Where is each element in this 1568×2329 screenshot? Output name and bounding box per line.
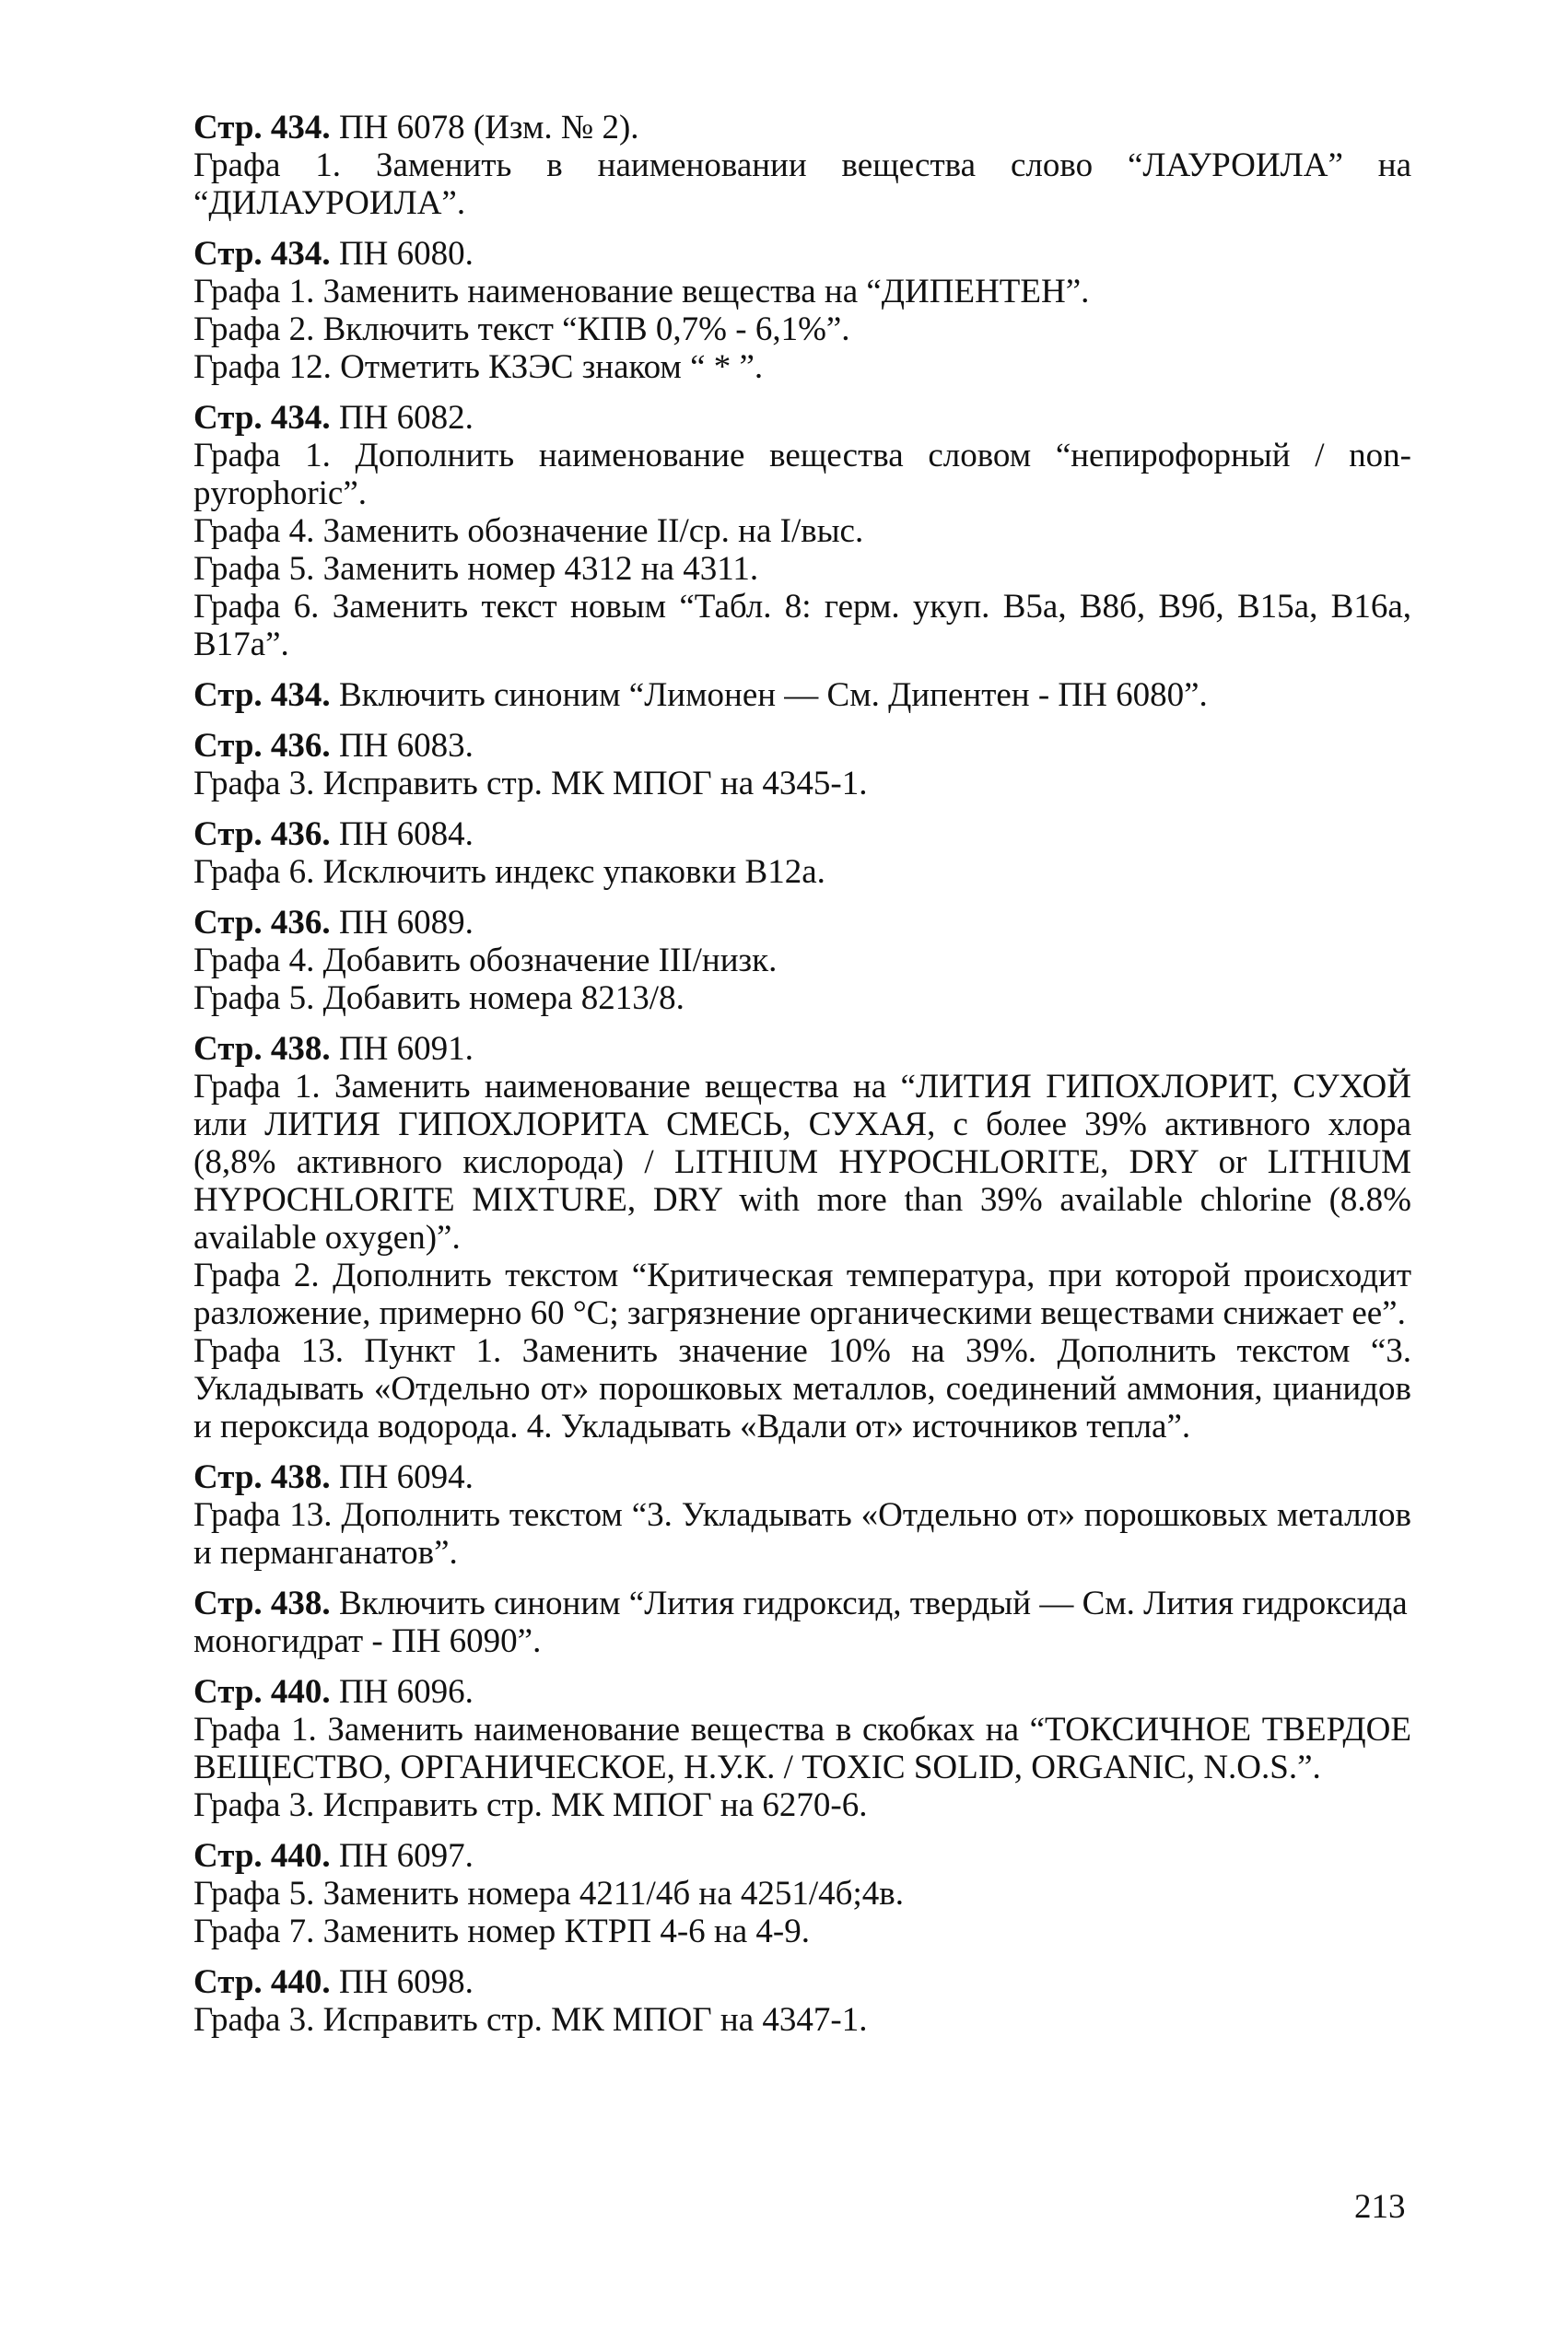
- amendment-heading: [193, 1963, 1411, 2001]
- amendment-heading: [193, 1585, 1411, 1660]
- amendment-section: [193, 1837, 1411, 1950]
- amendment-paragraph: Графа 7. Заменить номер КТРП 4-6 на 4-9.: [193, 1913, 810, 1950]
- amendment-section: [193, 235, 1411, 386]
- amendment-heading: [193, 235, 1411, 273]
- amendment-heading: [193, 815, 1411, 853]
- amendment-paragraph: Графа 6. Исключить индекс упаковки B12a.: [193, 853, 825, 891]
- heading-text: Включить синоним “Лимонен — См. Дипентен - ПН 6080”.: [330, 676, 1208, 714]
- heading-text: ПН 6084.: [330, 815, 474, 853]
- amendment-section: [193, 399, 1411, 663]
- heading-text: ПН 6082.: [330, 399, 474, 437]
- page-reference: Стр. 440.: [193, 1963, 331, 2001]
- heading-text: ПН 6096.: [330, 1673, 474, 1711]
- amendment-heading: [193, 1837, 1411, 1875]
- amendment-paragraph: Графа 12. Отметить КЗЭС знаком “ * ”.: [193, 348, 764, 386]
- page-reference: Стр. 434.: [193, 676, 331, 714]
- amendment-heading: [193, 1458, 1411, 1496]
- page-reference: Стр. 436.: [193, 727, 331, 765]
- amendment-paragraph: Графа 5. Заменить номера 4211/4б на 4251/4б;4в.: [193, 1875, 904, 1913]
- heading-text: ПН 6080.: [330, 235, 474, 273]
- heading-text: ПН 6091.: [330, 1030, 474, 1068]
- amendment-paragraph: Графа 3. Исправить стр. МК МПОГ на 4347-1.: [193, 2001, 868, 2039]
- amendment-section: [193, 1585, 1411, 1660]
- heading-text: ПН 6094.: [330, 1458, 474, 1496]
- amendment-heading: [193, 1030, 1411, 1068]
- heading-text: ПН 6097.: [330, 1837, 474, 1875]
- amendment-section: [193, 815, 1411, 891]
- amendment-paragraph: Графа 1. Заменить наименование вещества на “ЛИТИЯ ГИПОХЛОРИТ, СУХОЙ или ЛИТИЯ ГИПОХЛОРИТА СМЕСЬ, СУХАЯ, с более 39% активного хлора (8,8% активного кислорода) / LITHIUM HYPOCHLORITE, DRY or LITHIUM HYPOCHLORITE MIXTURE, DRY with more than 39% available chlorine (8.8% available oxygen)”.: [193, 1068, 1411, 1257]
- amendment-heading: [193, 727, 1411, 765]
- amendment-paragraph: Графа 1. Заменить наименование вещества на “ДИПЕНТЕН”.: [193, 273, 1090, 310]
- page-reference: Стр. 436.: [193, 815, 331, 853]
- amendment-section: [193, 1673, 1411, 1824]
- amendment-paragraph: Графа 2. Включить текст “КПВ 0,7% - 6,1%”.: [193, 310, 850, 348]
- amendment-paragraph: Графа 2. Дополнить текстом “Критическая температура, при которой происходит разложение, примерно 60 °С; загрязнение органическими веществами снижает ее”.: [193, 1257, 1411, 1332]
- amendment-section: [193, 676, 1411, 714]
- amendment-paragraph: Графа 4. Добавить обозначение III/низк.: [193, 942, 778, 979]
- heading-text: Включить синоним “Лития гидроксид, твердый — См. Лития гидроксида моногидрат - ПН 6090”.: [193, 1585, 1408, 1660]
- heading-text: ПН 6098.: [330, 1963, 474, 2001]
- page-reference: Стр. 434.: [193, 399, 331, 437]
- amendment-paragraph: Графа 1. Заменить наименование вещества в скобках на “ТОКСИЧНОЕ ТВЕРДОЕ ВЕЩЕСТВО, ОРГАНИЧЕСКОЕ, Н.У.К. / TOXIC SOLID, ORGANIC, N.O.S.”.: [193, 1711, 1411, 1786]
- page-number: 213: [1354, 2188, 1406, 2226]
- amendment-heading: [193, 676, 1411, 714]
- amendment-section: [193, 109, 1411, 222]
- amendment-section: [193, 1963, 1411, 2039]
- page-reference: Стр. 438.: [193, 1030, 331, 1068]
- amendment-paragraph: Графа 6. Заменить текст новым “Табл. 8: герм. укуп. B5a, B8б, B9б, B15a, B16a, B17a”.: [193, 588, 1411, 663]
- document-body: [193, 109, 1411, 2052]
- amendment-section: [193, 1458, 1411, 1572]
- amendment-section: [193, 1030, 1411, 1445]
- amendment-paragraph: Графа 13. Дополнить текстом “3. Укладывать «Отдельно от» порошковых металлов и перманганатов”.: [193, 1496, 1411, 1572]
- page-reference: Стр. 440.: [193, 1837, 331, 1875]
- amendment-paragraph: Графа 3. Исправить стр. МК МПОГ на 6270-6.: [193, 1786, 868, 1824]
- amendment-paragraph: Графа 3. Исправить стр. МК МПОГ на 4345-1.: [193, 765, 868, 802]
- amendment-paragraph: Графа 5. Добавить номера 8213/8.: [193, 979, 685, 1017]
- amendment-heading: [193, 904, 1411, 942]
- amendment-heading: [193, 399, 1411, 437]
- amendment-paragraph: Графа 5. Заменить номер 4312 на 4311.: [193, 550, 759, 588]
- amendment-section: [193, 727, 1411, 802]
- amendment-heading: [193, 109, 1411, 146]
- page-reference: Стр. 438.: [193, 1458, 331, 1496]
- page-reference: Стр. 436.: [193, 904, 331, 942]
- page-reference: Стр. 434.: [193, 109, 331, 146]
- page-reference: Стр. 434.: [193, 235, 331, 273]
- page-reference: Стр. 440.: [193, 1673, 331, 1711]
- page-reference: Стр. 438.: [193, 1585, 331, 1622]
- amendment-paragraph: Графа 1. Заменить в наименовании вещества слово “ЛАУРОИЛА” на “ДИЛАУРОИЛА”.: [193, 146, 1411, 222]
- amendment-paragraph: Графа 1. Дополнить наименование вещества словом “непирофорный / non-pyrophoric”.: [193, 437, 1411, 512]
- amendment-section: [193, 904, 1411, 1017]
- amendment-heading: [193, 1673, 1411, 1711]
- heading-text: ПН 6089.: [330, 904, 474, 942]
- heading-text: ПН 6083.: [330, 727, 474, 765]
- heading-text: ПН 6078 (Изм. № 2).: [330, 109, 639, 146]
- amendment-paragraph: Графа 13. Пункт 1. Заменить значение 10% на 39%. Дополнить текстом “3. Укладывать «Отдельно от» порошковых металлов, соединений аммония, цианидов и пероксида водорода. 4. Укладывать «Вдали от» источников тепла”.: [193, 1332, 1411, 1445]
- amendment-paragraph: Графа 4. Заменить обозначение II/ср. на I/выс.: [193, 512, 864, 550]
